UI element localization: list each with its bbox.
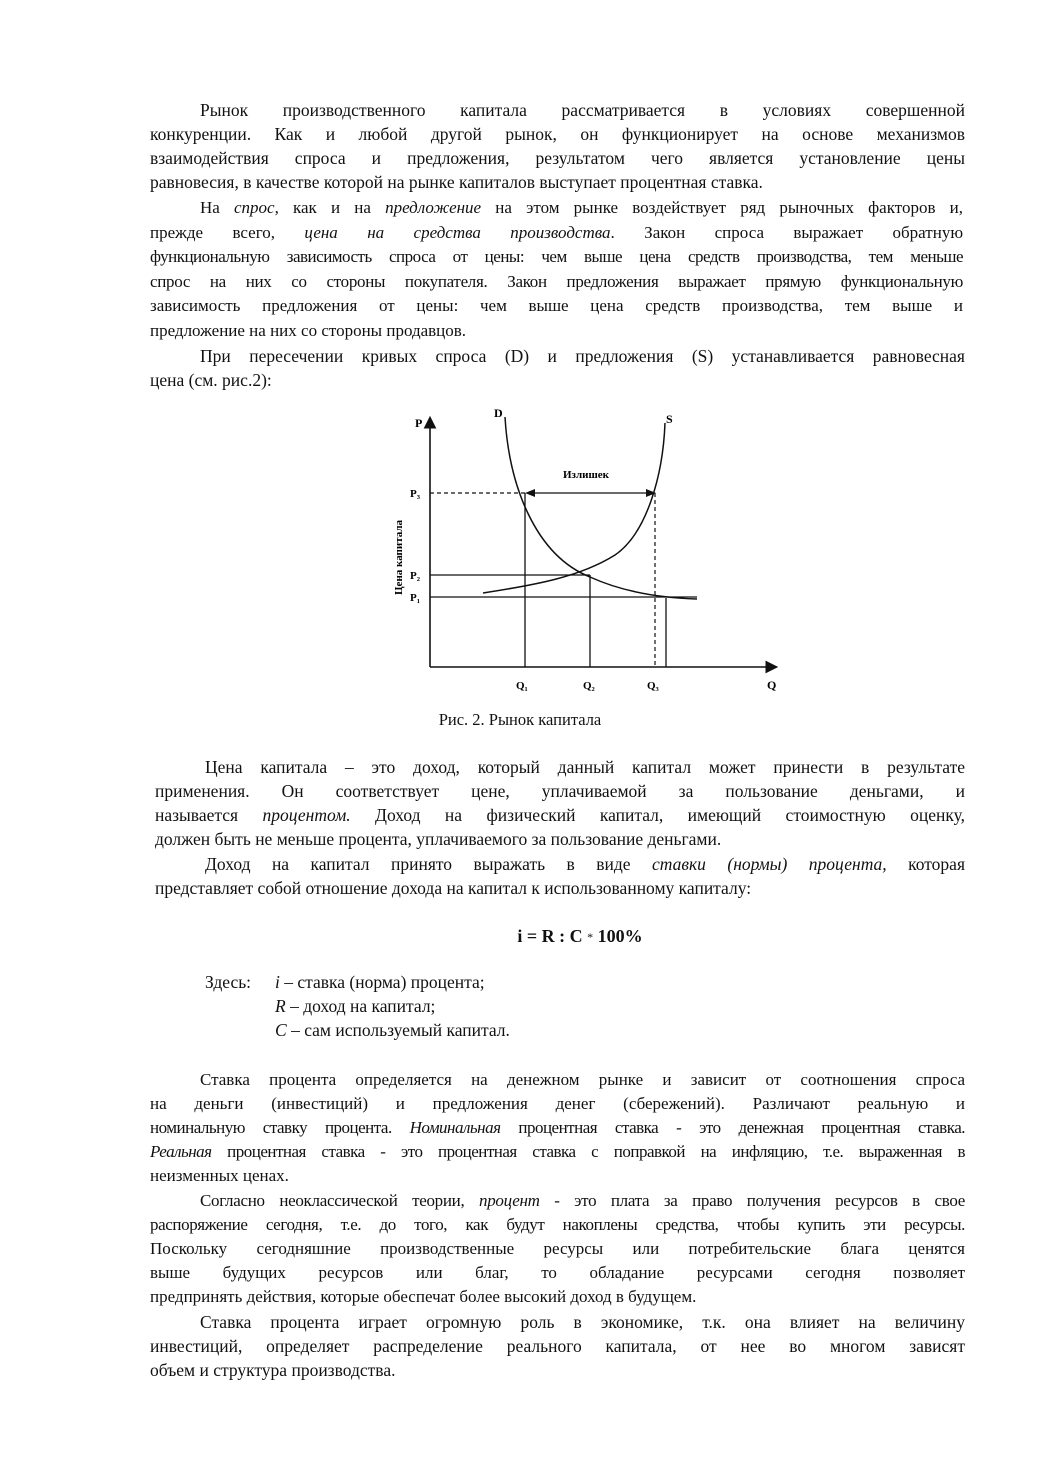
- text-line: номинальную ставку процента. Номинальная процентная ставка - это денежная процентная ставка.: [150, 1118, 966, 1137]
- x-axis-letter: Q: [767, 678, 777, 692]
- paragraph-nominal-real: [150, 1068, 965, 1188]
- text-line: Ставка процента определяется на денежном рынке и зависит от соотношения спроса: [200, 1070, 965, 1089]
- y-axis-letter: P: [415, 416, 423, 430]
- q2-label: Q₂: [583, 680, 595, 692]
- text-line: На спрос, как и на предложение на этом рынке воздействует ряд рыночных факторов и,: [200, 198, 963, 217]
- text-line: объем и структура производства.: [150, 1360, 396, 1380]
- p1-label: P₁: [410, 592, 421, 604]
- supply-label: S: [666, 412, 673, 426]
- paragraph-role-of-rate: [150, 1310, 965, 1382]
- q3-label: Q₃: [647, 680, 659, 692]
- paragraph-intro: [150, 98, 965, 194]
- text-line: Согласно неоклассической теории, процент - это плата за право получения ресурсов в свое: [200, 1191, 965, 1210]
- text-line: выше будущих ресурсов или благ, то обладание ресурсами сегодня позволяет: [150, 1263, 965, 1282]
- text-line: представляет собой отношение дохода на капитал к использованному капиталу:: [155, 878, 752, 898]
- surplus-label: Излишек: [563, 469, 609, 481]
- text-line: Цена капитала – это доход, который данный капитал может принести в результате: [205, 757, 965, 777]
- paragraph-equilibrium: [150, 344, 965, 392]
- paragraph-supply-demand: [150, 196, 963, 343]
- paragraph-capital-price: [155, 755, 965, 851]
- text-line: прежде всего, цена на средства производства. Закон спроса выражает обратную: [150, 222, 964, 242]
- text-line: на деньги (инвестиций) и предложения денег (сбережений). Различают реальную и: [150, 1094, 965, 1113]
- text-line: Поскольку сегодняшние производственные ресурсы или потребительские блага ценятся: [150, 1239, 965, 1258]
- text-line: применения. Он соответствует цене, уплачиваемой за пользование деньгами, и: [155, 781, 965, 801]
- text-line: Доход на капитал принято выражать в виде ставки (нормы) процента, которая: [205, 854, 965, 874]
- text-line: Ставка процента играет огромную роль в экономике, т.к. она влияет на величину: [200, 1312, 965, 1332]
- capital-market-figure: [385, 405, 785, 695]
- text-line: зависимость предложения от цены: чем выше цена средств производства, тем выше и: [150, 296, 963, 315]
- legend-row-i: Здесь: i – ставка (норма) процента;: [205, 972, 485, 992]
- demand-label: D: [494, 406, 503, 420]
- text-line: называется процентом. Доход на физический капитал, имеющий стоимостную оценку,: [155, 805, 965, 825]
- text-line: цена (см. рис.2):: [150, 370, 272, 390]
- text-line: Реальная процентная ставка - это процентная ставка с поправкой на инфляцию, т.е. выраженная в: [150, 1142, 965, 1161]
- p2-label: P₂: [410, 570, 421, 582]
- supply-curve: [483, 423, 665, 593]
- text-line: предложение на них со стороны продавцов.: [150, 320, 467, 340]
- text-line: инвестиций, определяет распределение реального капитала, от нее во многом зависят: [150, 1336, 965, 1356]
- text-line: функциональную зависимость спроса от цены: чем выше цена средств производства, тем меньше: [150, 247, 963, 266]
- text-line: взаимодействия спроса и предложения, результатом чего является установление цены: [150, 148, 965, 168]
- figure-caption: Рис. 2. Рынок капитала: [438, 710, 602, 729]
- q1-label: Q₁: [516, 680, 528, 692]
- formula-legend: [205, 970, 510, 1042]
- text-line: должен быть не меньше процента, уплачиваемого за пользование деньгами.: [155, 829, 722, 849]
- text-line: Рынок производственного капитала рассматривается в условиях совершенной: [200, 100, 965, 120]
- interest-rate-formula: i = R : C * 100%: [517, 926, 643, 946]
- legend-row-c: C – сам используемый капитал.: [275, 1020, 510, 1040]
- text-line: конкуренции. Как и любой другой рынок, он функционирует на основе механизмов: [150, 124, 965, 144]
- text-line: При пересечении кривых спроса (D) и предложения (S) устанавливается равновесная: [200, 346, 965, 366]
- text-line: распоряжение сегодня, т.е. до того, как будут накоплены средства, чтобы купить эти ресурсы.: [150, 1215, 965, 1234]
- y-axis-label: Цена капитала: [393, 519, 405, 595]
- text-line: предпринять действия, которые обеспечат более высокий доход в будущем.: [150, 1287, 697, 1306]
- text-line: неизменных ценах.: [150, 1166, 289, 1185]
- legend-row-r: R – доход на капитал;: [275, 996, 436, 1016]
- paragraph-neoclassical: [150, 1189, 965, 1309]
- p3-label: P₃: [410, 488, 421, 500]
- text-line: спрос на них со стороны покупателя. Закон предложения выражает прямую функциональную: [150, 271, 963, 291]
- demand-curve: [505, 417, 697, 599]
- paragraph-interest-rate-definition: [155, 852, 965, 900]
- text-line: равновесия, в качестве которой на рынке капиталов выступает процентная ставка.: [150, 172, 763, 192]
